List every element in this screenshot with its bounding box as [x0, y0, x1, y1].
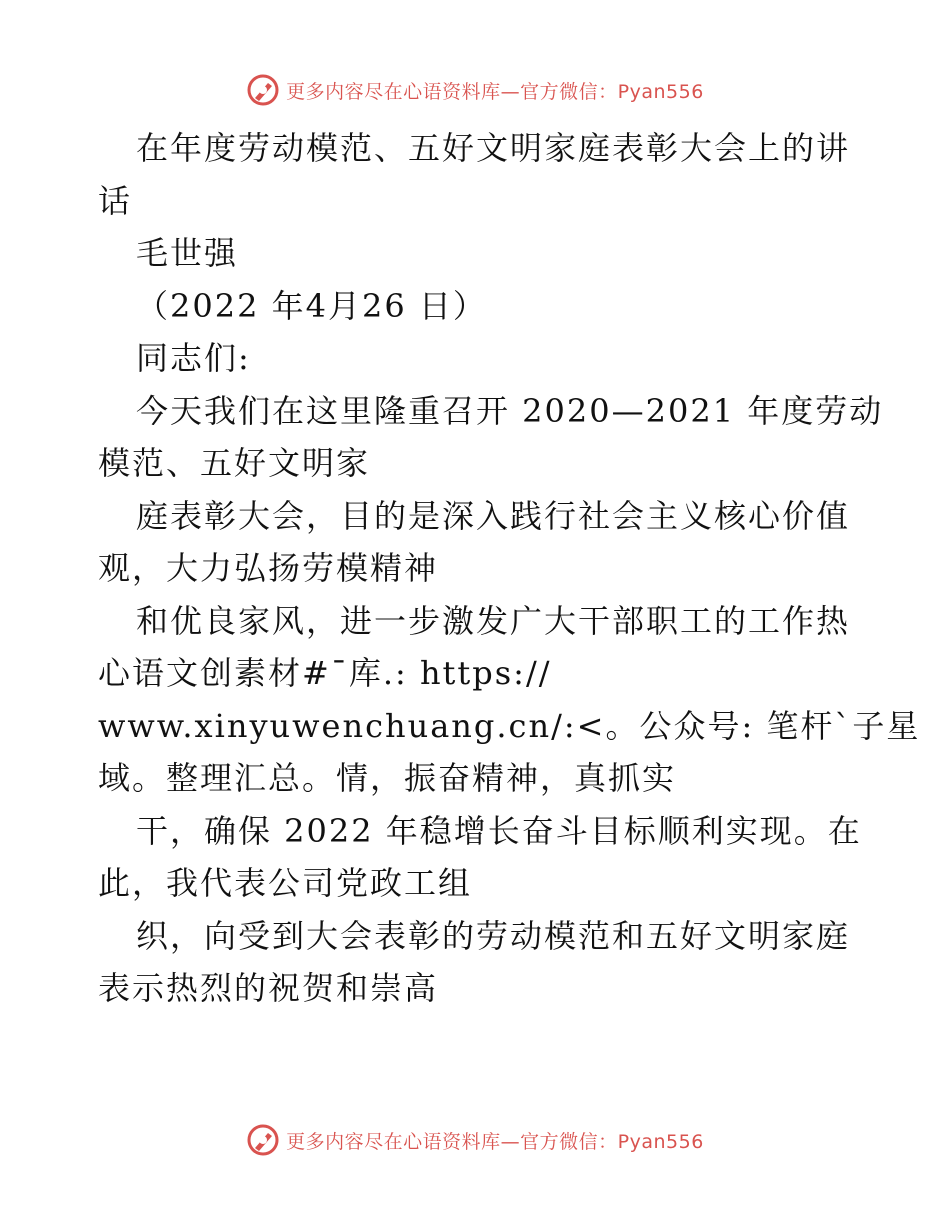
text-line: 话 — [98, 181, 133, 220]
text-line: 毛世强 — [136, 234, 239, 272]
footer-banner — [0, 1120, 950, 1160]
text-line: 织，向受到大会表彰的劳动模范和五好文明家庭 — [136, 916, 851, 955]
pen-logo-icon — [246, 73, 280, 107]
text-line: 表示热烈的祝贺和崇高 — [98, 969, 439, 1007]
footer-banner-text: 更多内容尽在心语资料库—官方微信：Pyan556 — [286, 1130, 704, 1153]
text-line: 模范、五好文明家 — [98, 444, 371, 482]
text-line: 同志们: — [136, 339, 251, 377]
text-line: 心语文创素材#¯库.: https:// — [98, 654, 552, 692]
text-line: 此，我代表公司党政工组 — [98, 864, 473, 902]
text-line: 域。整理汇总。情，振奋精神，真抓实 — [98, 759, 677, 797]
text-line: www.xinyuwenchuang.cn/:<。公众号: 笔杆`子星 — [98, 706, 921, 745]
text-line: 今天我们在这里隆重召开 2020—2021 年度劳动 — [136, 391, 884, 430]
document-body — [98, 122, 921, 1015]
text-line: 庭表彰大会，目的是深入践行社会主义核心价值 — [136, 496, 851, 535]
text-line: 在年度劳动模范、五好文明家庭表彰大会上的讲 — [136, 129, 851, 167]
header-banner — [0, 70, 950, 110]
pen-logo-icon — [246, 1123, 280, 1157]
text-line: 观，大力弘扬劳模精神 — [98, 549, 439, 587]
header-banner-text: 更多内容尽在心语资料库—官方微信：Pyan556 — [286, 80, 704, 103]
text-line: （2022 年4月26 日） — [136, 286, 487, 325]
text-line: 和优良家风，进一步激发广大干部职工的工作热 — [136, 601, 851, 640]
text-line: 干，确保 2022 年稳增长奋斗目标顺利实现。在 — [136, 811, 862, 850]
